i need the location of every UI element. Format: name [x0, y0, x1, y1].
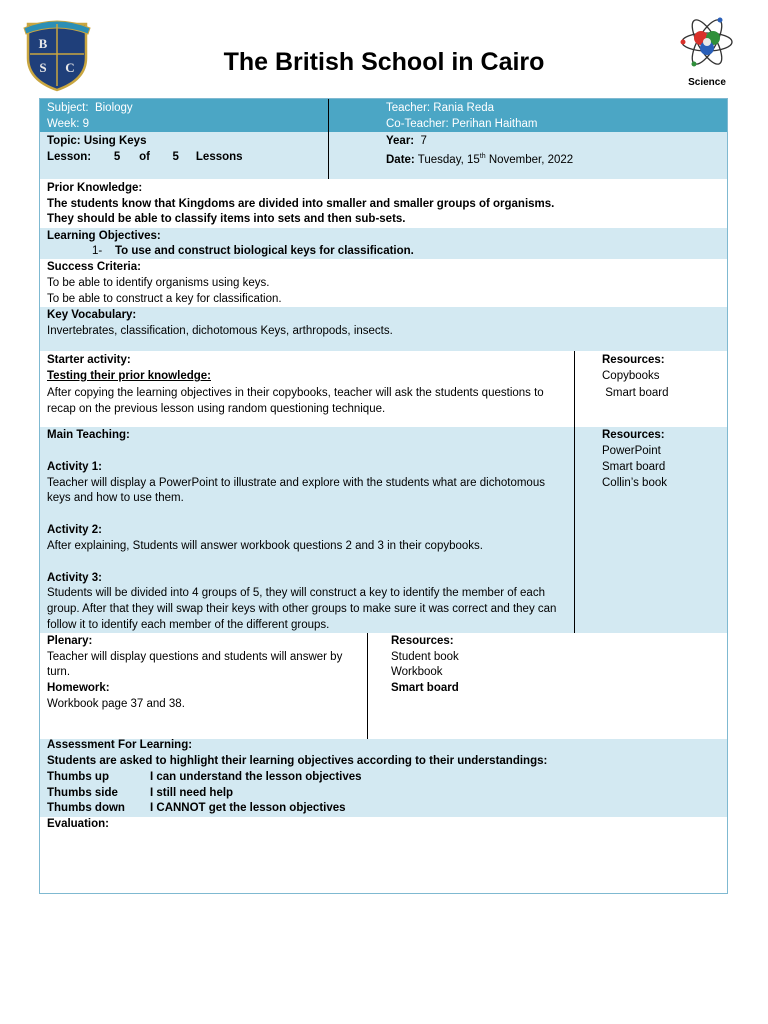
plenary-resource-2: Workbook: [391, 666, 443, 678]
year-label: Year:: [386, 135, 415, 147]
starter-resource-1: Copybooks: [602, 370, 660, 382]
co-teacher: Co-Teacher: Perihan Haitham: [386, 118, 538, 130]
date-sup: th: [479, 153, 486, 160]
afl-row-1-text: I can understand the lesson objectives: [150, 771, 362, 783]
success-heading: Success Criteria:: [47, 261, 141, 273]
prior-line-2: They should be able to classify items into sets and then sub-sets.: [47, 213, 406, 225]
activity3-line-1: Students will be divided into 4 groups of 5, they will construct a key to identify the member of each: [47, 587, 545, 599]
science-atom-icon: [680, 12, 734, 76]
teacher: Teacher: Rania Reda: [386, 102, 495, 114]
success-line-1: To be able to identify organisms using keys.: [47, 277, 270, 289]
starter-line-1: After copying the learning objectives in their copybooks, teacher will ask the students questions to: [47, 387, 544, 399]
afl-row-1-label: Thumbs up: [47, 771, 109, 783]
activity3-heading: Activity 3:: [47, 572, 102, 584]
activity3-line-3: follow it to identify each member of the different groups.: [47, 619, 330, 631]
lesson-total: 5: [172, 151, 179, 163]
year-line: [386, 133, 427, 149]
afl-intro: Students are asked to highlight their learning objectives according to their understandings:: [47, 755, 548, 767]
plenary-resource-1: Student book: [391, 651, 459, 663]
afl-row-3-text: I CANNOT get the lesson objectives: [150, 802, 346, 814]
lesson-of: of: [139, 151, 150, 163]
date-label: Date:: [386, 153, 415, 166]
date-suffix: November, 2022: [485, 153, 574, 166]
info-band-dark: [40, 99, 727, 132]
lesson-line: [47, 149, 243, 165]
week: Week: 9: [47, 118, 89, 130]
lesson-word: Lessons: [195, 151, 243, 163]
activity2-text: After explaining, Students will answer workbook questions 2 and 3 in their copybooks.: [47, 540, 483, 552]
objective-item: To use and construct biological keys for classification.: [115, 245, 414, 257]
activity3-line-2: group. After that they will swap their keys with other groups to make sure it was correct and they can: [47, 603, 557, 615]
main-resource-2: Smart board: [602, 461, 666, 473]
subject-line: [47, 100, 133, 116]
evaluation-heading: Evaluation:: [47, 818, 109, 830]
lesson-number: 5: [113, 151, 121, 163]
plenary-resource-3: Smart board: [391, 682, 459, 694]
activity2-heading: Activity 2:: [47, 524, 102, 536]
plenary-resources-heading: Resources:: [391, 635, 454, 647]
svg-text:B: B: [38, 36, 48, 51]
page-title: The British School in Cairo: [223, 48, 545, 76]
main-divider: [574, 427, 575, 633]
vocab-text: Invertebrates, classification, dichotomous Keys, arthropods, insects.: [47, 325, 393, 337]
vocab-heading: Key Vocabulary:: [47, 309, 137, 321]
plenary-line-1: Teacher will display questions and students will answer by: [47, 651, 343, 663]
prior-line-1: The students know that Kingdoms are divided into smaller and smaller groups of organisms.: [47, 198, 555, 210]
afl-row-2-text: I still need help: [150, 787, 234, 799]
objective-number: 1-: [92, 245, 103, 257]
starter-subheading: Testing their prior knowledge:: [47, 370, 211, 382]
plenary-divider: [367, 633, 368, 739]
prior-heading: Prior Knowledge:: [47, 182, 143, 194]
homework-heading: Homework:: [47, 682, 110, 694]
main-heading: Main Teaching:: [47, 429, 130, 441]
year-value: 7: [420, 135, 427, 147]
svg-text:S: S: [39, 60, 47, 75]
lesson-label: Lesson:: [47, 151, 92, 163]
starter-resource-2: Smart board: [602, 387, 669, 399]
success-line-2: To be able to construct a key for classification.: [47, 293, 282, 305]
afl-row-2-label: Thumbs side: [47, 787, 118, 799]
activity1-line-2: keys and how to use them.: [47, 492, 184, 504]
subject-value: Biology: [94, 102, 133, 114]
date-prefix: Tuesday, 15: [417, 153, 480, 166]
activity1-heading: Activity 1:: [47, 461, 102, 473]
starter-resources-heading: Resources:: [602, 354, 665, 366]
main-resources-heading: Resources:: [602, 429, 665, 441]
afl-heading: Assessment For Learning:: [47, 739, 193, 751]
afl-row-3-label: Thumbs down: [47, 802, 125, 814]
svg-text:C: C: [65, 60, 75, 75]
date-line: [386, 149, 573, 168]
plenary-line-2: turn.: [47, 666, 71, 678]
activity1-line-1: Teacher will display a PowerPoint to illustrate and explore with the students what are dichotomous: [47, 477, 545, 489]
homework-text: Workbook page 37 and 38.: [47, 698, 185, 710]
main-resource-3: Collin’s book: [602, 477, 667, 489]
starter-heading: Starter activity:: [47, 354, 131, 366]
objectives-heading: Learning Objectives:: [47, 230, 161, 242]
main-resource-1: PowerPoint: [602, 445, 661, 457]
lesson-plan: [39, 98, 728, 894]
topic: Topic: Using Keys: [47, 135, 147, 147]
science-label: Science: [688, 77, 726, 88]
starter-line-2: recap on the previous lesson using random questioning technique.: [47, 403, 386, 415]
info-divider: [328, 99, 329, 179]
subject-label: Subject:: [47, 102, 89, 114]
plenary-heading: Plenary:: [47, 635, 93, 647]
